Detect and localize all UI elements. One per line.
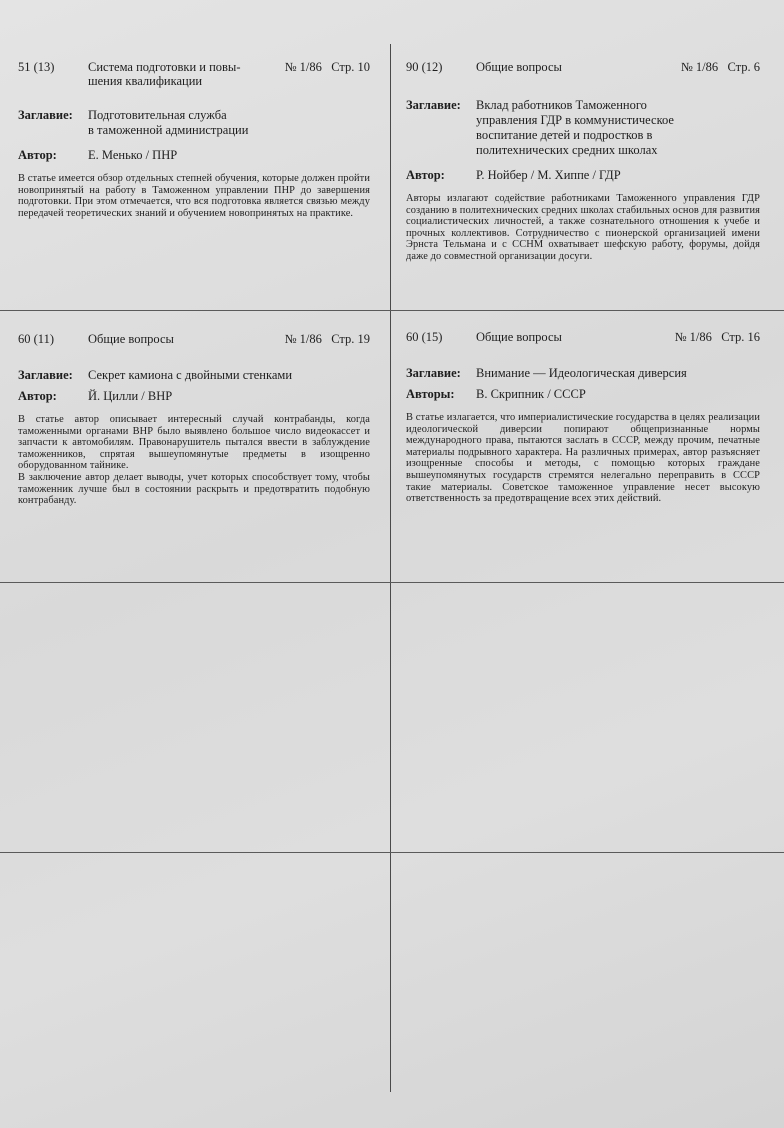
article-author: Е. Менько / ПНР [88,148,178,162]
card-number: 60 (11) [18,332,54,346]
horizontal-divider-bottom [0,852,784,853]
abstract-text: В статье имеется обзор отдельных степней обучения, которые должен пройти новопринятый на работу в Таможенном управлении ПНР до завершения подготовки. При этом отмечается, что вся подготовка является связью между передачей теоретических знаний и обучением новопринятых на практике. [18,173,370,219]
issue-page-ref: № 1/86 Стр. 10 [284,60,370,74]
abstract-card-2 [406,60,760,263]
title-label: Заглавие: [18,368,73,382]
article-title: Подготовительная служба в таможенной администрации [88,108,249,137]
card-number: 90 (12) [406,60,443,74]
abstract-card-3 [18,332,370,507]
vertical-divider [390,44,391,1092]
abstract-card-1 [18,60,370,219]
card-rubric: Общие вопросы [476,330,562,344]
article-title: Внимание — Идеологическая диверсия [476,366,687,380]
title-label: Заглавие: [406,366,461,380]
horizontal-divider-middle [0,582,784,583]
author-label: Авторы: [406,387,455,401]
card-number: 51 (13) [18,60,55,74]
card-rubric: Система подготовки и повы- шения квалификации [88,60,241,88]
article-title: Секрет камиона с двойными стенками [88,368,293,382]
author-row [406,168,760,183]
author-label: Автор: [18,389,57,403]
author-row [406,387,760,402]
card-header [406,60,760,90]
article-author: Й. Цилли / ВНР [88,389,173,403]
abstract-text: Авторы излагают содействие работниками Таможенного управления ГДР созданию в политехнических средних школах стабильных основ для развития социалистических личностей, а также сознательного отношения к учебе и прочных коллективов. Сотрудничество с пионерской организацией имени Эрнста Тельмана и с ССНМ охватывает шефскую работу, форумы, дойдя даже до совместной организации досуги. [406,193,760,262]
card-header [18,60,370,100]
author-row [18,148,370,163]
article-author: Р. Нойбер / М. Хиппе / ГДР [476,168,621,182]
abstract-text: В статье автор описывает интересный случай контрабанды, когда таможенными органами ВНР было выявлено большое число видеокассет и запчасти к автомобилям. Правонарушитель пытался ввести в заблуждение таможенников, спрятая вышеупомянутые предметы в изощренно оборудованном тайнике. В заключение автор делает выводы, учет которых способствует тому, чтобы таможенник лучше был в состоянии раскрыть и предотвратить подобную контрабанду. [18,414,370,507]
author-row [18,389,370,404]
article-title: Вклад работников Таможенного управления ГДР в коммунистическое воспитание детей и подростков в политехнических средних школах [476,98,674,157]
card-header [406,330,760,358]
article-author: В. Скрипник / СССР [476,387,586,401]
card-number: 60 (15) [406,330,443,344]
title-label: Заглавие: [18,108,73,122]
issue-page-ref: № 1/86 Стр. 6 [680,60,760,74]
card-rubric: Общие вопросы [476,60,562,74]
issue-page-ref: № 1/86 Стр. 19 [284,332,370,346]
horizontal-divider-top [0,310,784,311]
title-row [406,366,760,381]
abstract-text: В статье излагается, что империалистические государства в целях реализации идеологической диверсии попирают общепризнанные нормы международного права, пытаются заслать в СССР, между прочим, печатные материалы подрывного характера. На различных примерах, автор разъясняет изощренные способы и методы, с помощью которых граждане вышеупомянутых государств стремятся нелегально переправить в СССР такие материалы. Советское таможенное управление несет высокую ответственность за предотвращение всех этих действий. [406,412,760,505]
abstract-card-4 [406,330,760,505]
author-label: Автор: [406,168,445,182]
card-header [18,332,370,360]
title-row [18,108,370,138]
title-row [406,98,760,158]
title-label: Заглавие: [406,98,461,112]
title-row [18,368,370,383]
author-label: Автор: [18,148,57,162]
card-rubric: Общие вопросы [88,332,174,346]
issue-page-ref: № 1/86 Стр. 16 [674,330,760,344]
